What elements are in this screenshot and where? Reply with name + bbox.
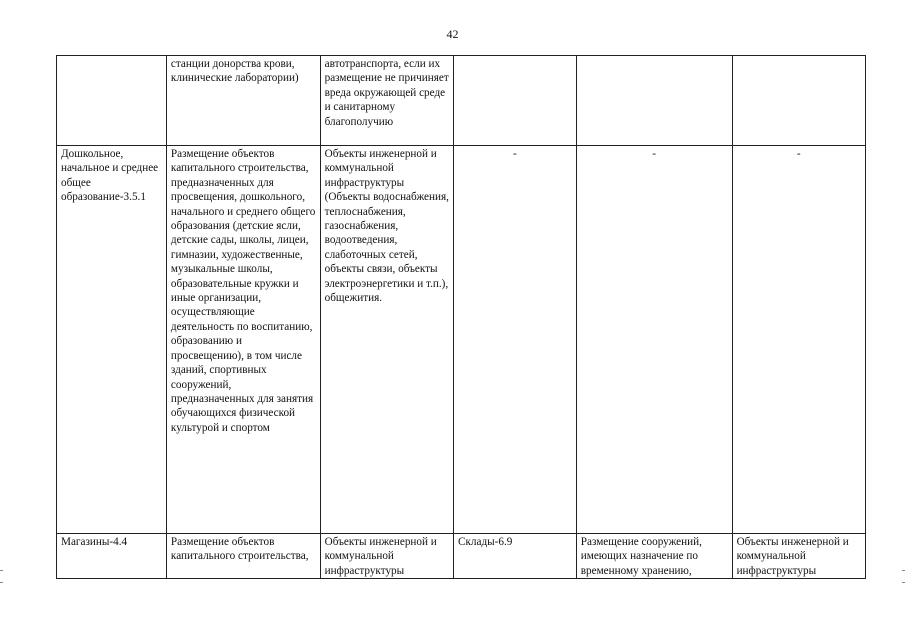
table-cell [454, 56, 577, 146]
table-cell: Объекты инженерной и коммунальной инфраструктуры [320, 534, 453, 579]
table-cell: - [454, 146, 577, 534]
table-cell: Магазины-4.4 [57, 534, 167, 579]
scan-edge-mark [0, 582, 3, 583]
page-number: 42 [446, 27, 459, 41]
table-cell [57, 56, 167, 146]
table-cell: Дошкольное, начальное и среднее общее образование-3.5.1 [57, 146, 167, 534]
table-row [57, 56, 866, 146]
table-row [57, 534, 866, 579]
table-cell: станции донорства крови, клинические лаборатории) [166, 56, 320, 146]
table-cell: Размещение объектов капитального строительства, [166, 534, 320, 579]
table-cell [732, 56, 865, 146]
table-cell: автотранспорта, если их размещение не причиняет вреда окружающей среде и санитарному благополучию [320, 56, 453, 146]
table-cell: Размещение объектов капитального строительства, предназначенных для просвещения, дошкольного, начального и среднего общего образования (детские ясли, детские сады, школы, лицеи, гимназии, художественные, музыкальные школы, образовательные кружки и иные организации, осуществляющие деятельность по воспитанию, образованию и просвещению), в том числе зданий, спортивных сооружений, предназначенных для занятия обучающихся физической культурой и спортом [166, 146, 320, 534]
table-cell: Объекты инженерной и коммунальной инфраструктуры (Объекты водоснабжения, теплоснабжения, газоснабжения, водоотведения, слаботочных сетей, объекты связи, объекты электроэнергетики и т.п.), общежития. [320, 146, 453, 534]
land-use-table [56, 55, 866, 579]
table-row [57, 146, 866, 534]
table-cell: Объекты инженерной и коммунальной инфраструктуры [732, 534, 865, 579]
table-cell [576, 56, 732, 146]
table-cell: - [576, 146, 732, 534]
table-cell: - [732, 146, 865, 534]
scan-edge-mark [0, 570, 3, 571]
table-cell: Размещение сооружений, имеющих назначение по временному хранению, [576, 534, 732, 579]
table-cell: Склады-6.9 [454, 534, 577, 579]
